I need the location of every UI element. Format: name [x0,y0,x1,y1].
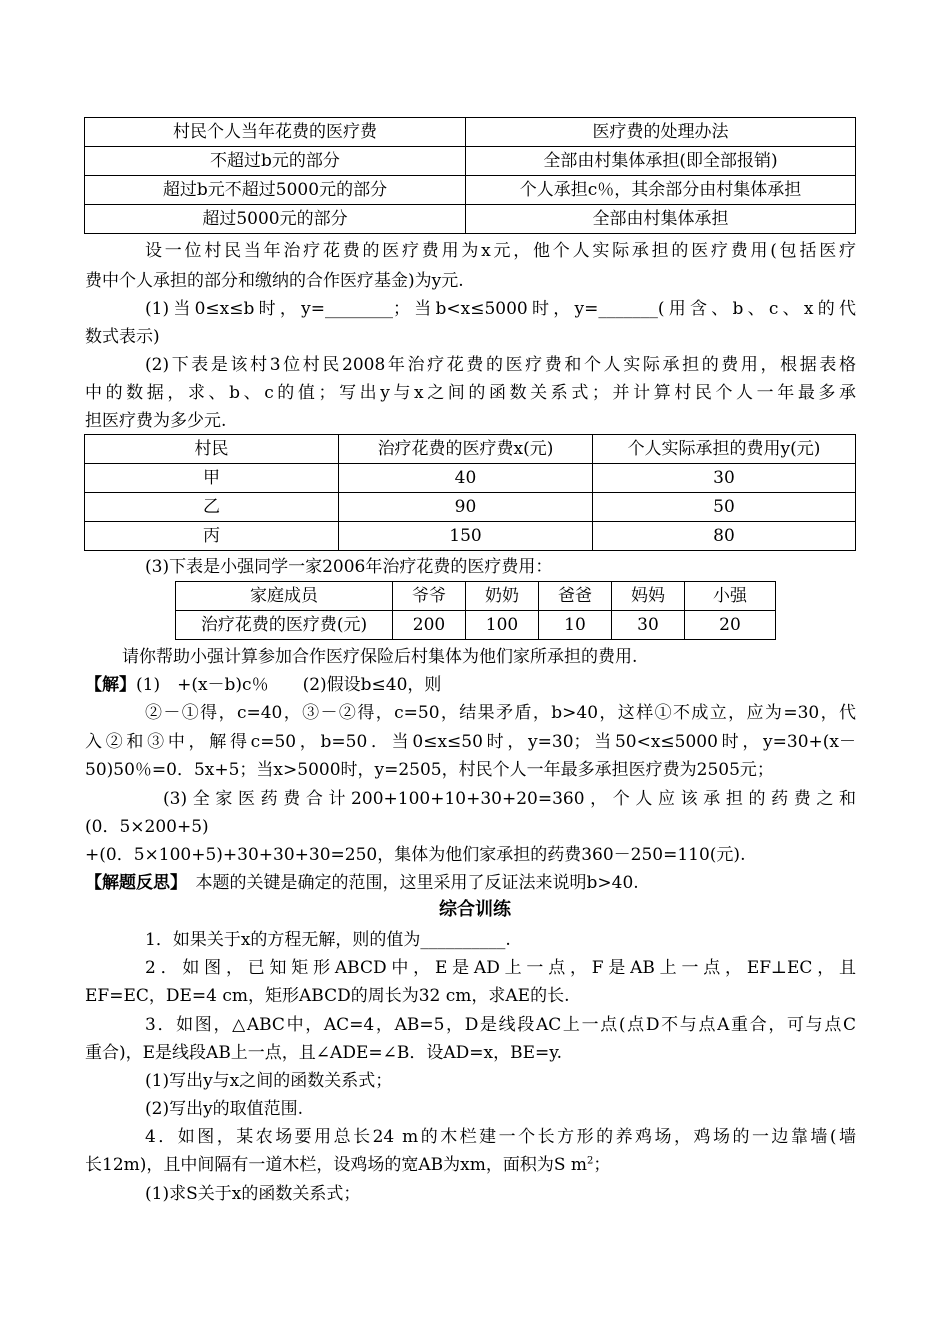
table-cell: 超过b元不超过5000元的部分 [85,176,466,205]
reflection-text: 本题的关键是确定的范围，这里采用了反证法来说明b>40. [178,873,639,893]
villager-table [84,434,856,551]
table-row [176,611,776,640]
exercise-line [85,1154,856,1176]
exercise-line: (2)写出y的取值范围. [145,1099,304,1119]
table-header-cell: 治疗花费的医疗费x(元) [339,435,593,464]
table-cell: 甲 [85,464,339,493]
solution-label: 【解】 [85,675,136,695]
table-cell: 小强 [685,582,776,611]
table-header-cell: 村民 [85,435,339,464]
table-cell: 10 [539,611,612,640]
table-header-cell: 治疗花费的医疗费(元) [176,611,393,640]
table-header-cell: 村民个人当年花费的医疗费 [85,118,466,147]
solution-line: (3)全家医药费合计200+100+10+30+20=360，个人应该承担的药费之和 [163,789,856,809]
solution-line: 入②和③中，解得c=50，b=50．当0≤x≤50时，y=30；当50<x≤5000时，y=30+(x－ [85,732,856,752]
table-row [85,147,856,176]
table-cell: 奶奶 [466,582,539,611]
table-cell: 乙 [85,493,339,522]
table-cell: 爷爷 [393,582,466,611]
exercise-text: 长12m)，且中间隔有一道木栏，设鸡场的宽AB为xm，面积为S m [85,1155,588,1175]
solution-line: 50)50％=0．5x+5；当x>5000时，y=2505，村民个人一年最多承担医疗费为2505元； [85,760,774,780]
question-line: (1)当0≤x≤b时，y=________；当b<x≤5000时，y=_______(用含、b、c、x的代 [145,299,856,319]
table-cell: 妈妈 [612,582,685,611]
exercise-line: EF=EC，DE=4 cm，矩形ABCD的周长为32 cm，求AE的长. [85,986,570,1006]
table-cell: 30 [612,611,685,640]
exercise-line: 3．如图，△ABC中，AC=4，AB=5，D是线段AC上一点(点D不与点A重合，可与点C [145,1015,856,1035]
solution-line: (0．5×200+5) [85,817,209,837]
section-title: 综合训练 [439,899,511,920]
exercise-line: (1)求S关于x的函数关系式； [145,1184,361,1204]
exercise-text: ； [593,1155,611,1175]
table-cell: 全部由村集体承担 [466,205,856,234]
question-line: 请你帮助小强计算参加合作医疗保险后村集体为他们家所承担的费用. [122,647,638,667]
table-cell: 80 [593,522,856,551]
table-header-cell: 医疗费的处理办法 [466,118,856,147]
exercise-line: 重合)，E是线段AB上一点，且∠ADE=∠B．设AD=x，BE=y. [85,1043,562,1063]
table-row [176,582,776,611]
exercise-line: (1)写出y与x之间的函数关系式； [145,1071,393,1091]
table-cell: 90 [339,493,593,522]
exercise-line: 2．如图，已知矩形ABCD中，E是AD上一点，F是AB上一点，EF⊥EC，且 [145,958,856,978]
table-cell: 不超过b元的部分 [85,147,466,176]
reflection-line [85,872,856,894]
paragraph-line: 费中个人承担的部分和缴纳的合作医疗基金)为y元. [85,271,464,291]
table-header-cell: 家庭成员 [176,582,393,611]
policy-table [84,117,856,234]
table-header-row [85,435,856,464]
solution-line: +(0．5×100+5)+30+30+30=250，集体为他们家承担的药费360－250=110(元). [85,845,746,865]
table-cell: 全部由村集体承担(即全部报销) [466,147,856,176]
table-row [85,464,856,493]
solution-line [85,674,856,696]
table-cell: 40 [339,464,593,493]
family-cost-table [175,581,776,640]
table-cell: 200 [393,611,466,640]
table-cell: 个人承担c％，其余部分由村集体承担 [466,176,856,205]
table-cell: 150 [339,522,593,551]
table-cell: 50 [593,493,856,522]
table-cell: 20 [685,611,776,640]
question-line: (3)下表是小强同学一家2006年治疗花费的医疗费用： [145,557,553,577]
table-cell: 100 [466,611,539,640]
table-cell: 30 [593,464,856,493]
table-cell: 超过5000元的部分 [85,205,466,234]
solution-text: (1) +(x－b)c％ (2)假设b≤40，则 [136,675,442,695]
question-line: 中的数据，求、b、c的值；写出y与x之间的函数关系式；并计算村民个人一年最多承 [85,383,856,403]
table-cell: 丙 [85,522,339,551]
question-line: 担医疗费为多少元. [85,411,227,431]
table-row [85,205,856,234]
question-line: (2)下表是该村3位村民2008年治疗花费的医疗费和个人实际承担的费用，根据表格 [145,355,856,375]
paragraph-line: 设一位村民当年治疗花费的医疗费用为x元，他个人实际承担的医疗费用(包括医疗 [145,241,856,261]
exercise-line: 1．如果关于x的方程无解，则的值为__________. [145,930,511,950]
superscript: 2 [587,1155,594,1167]
table-header-cell: 个人实际承担的费用y(元) [593,435,856,464]
table-row [85,176,856,205]
table-row [85,522,856,551]
solution-line: ②－①得，c=40，③－②得，c=50，结果矛盾，b>40，这样①不成立，应为=30，代 [145,703,856,723]
table-cell: 爸爸 [539,582,612,611]
reflection-label: 【解题反思】 [85,873,179,893]
table-row [85,493,856,522]
exercise-line: 4．如图，某农场要用总长24 m的木栏建一个长方形的养鸡场，鸡场的一边靠墙(墙 [145,1127,856,1147]
question-line: 数式表示) [85,327,160,347]
table-header-row [85,118,856,147]
